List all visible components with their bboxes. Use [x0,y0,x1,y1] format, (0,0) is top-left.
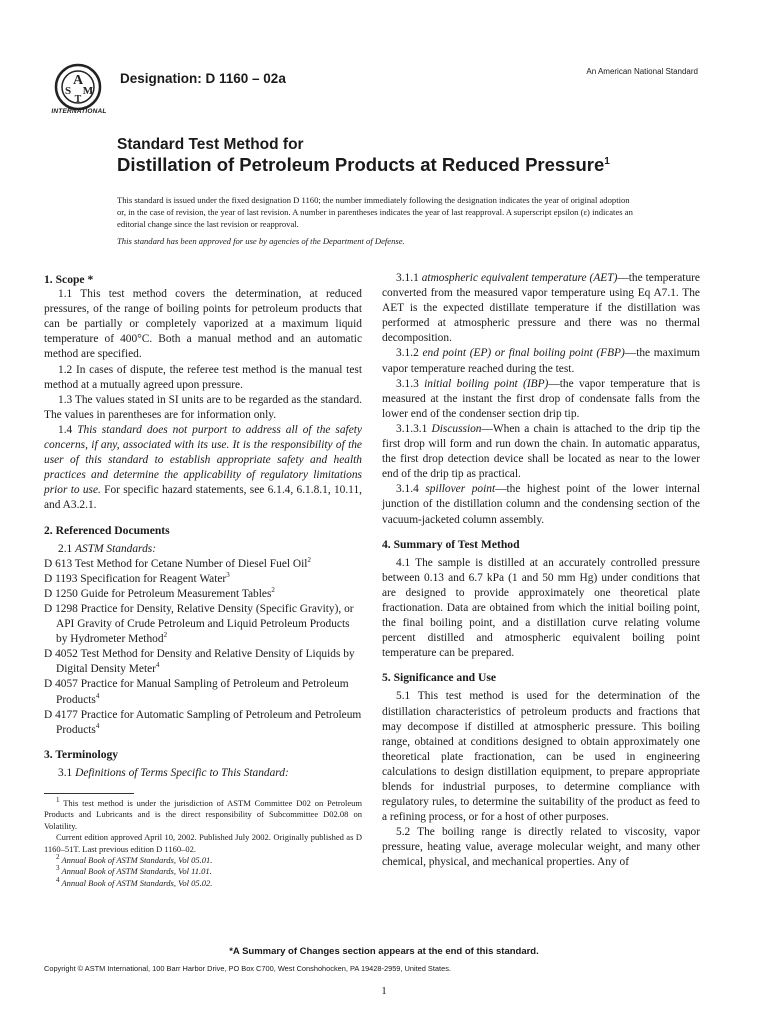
reference-item: D 4057 Practice for Manual Sampling of Petroleum and Petroleum Products$^4$ [44,678,349,706]
page-number: 1 [381,985,387,997]
definition-3-1-4: 3.1.4 spillover point—the highest point of the lower internal junction of the distillation column and the condensing section of the vacuum-jacketed column assembly. [382,483,701,526]
definition-3-1-2: 3.1.2 end point (EP) or final boiling point (FBP)—the maximum vapor temperature reached during the test. [382,347,700,375]
svg-text:T: T [74,94,82,105]
paragraph-5-1: 5.1 This test method is used for the determination of the distillation characteristics of petroleum products and fractions that may decompose if distilled at atmospheric pressure. This boiling range, obtained at conditions designed to obtain approximately one theoretical plate fractionation, can be used in engineering calculations to design distillation equipment, to prepare appropriate blends for industrial purposes, to determine compliance with regulatory rules, to determine the suitability of the product as feed to a refining process, or for a host of other purposes. [382,690,700,824]
reference-item: D 613 Test Method for Cetane Number of Diesel Fuel Oil$^2$ [44,555,311,570]
summary-of-changes-note: *A Summary of Changes section appears at the end of this standard. [229,946,539,957]
reference-item: D 1250 Guide for Petroleum Measurement Tables$^2$ [44,586,275,600]
paragraph-1-2: 1.2 In cases of dispute, the referee test method is the manual test method at a mutually agreed upon pressure. [44,363,362,391]
svg-text:S: S [64,85,72,97]
paragraph-5-2: 5.2 The boiling range is directly related to viscosity, vapor pressure, heating value, average molecular weight, and many other chemical, physical, and mechanical properties. Any of [382,826,700,869]
footnotes [44,793,362,889]
copyright-line: Copyright © ASTM International, 100 Barr Harbor Drive, PO Box C700, West Conshohocken, PA 19428-2959, United States. [44,964,451,973]
standard-type: An American National Standard [586,67,698,76]
right-column [382,271,700,871]
section-heading-references: 2. Referenced Documents [44,523,170,537]
footnote-rule [44,793,134,794]
reference-item: D 4052 Test Method for Density and Relative Density of Liquids by Digital Density Meter$^4$ [44,648,355,676]
definition-3-1-3-1: 3.1.3.1 Discussion—When a chain is attached to the drip tip the first drop will form and run down the chain. In automatic apparatus, the first drop detection device shall be located as near to the lower end of the drip tip as practical. [382,422,700,481]
paragraph-1-1: 1.1 This test method covers the determination, at reduced pressures, of the range of boiling points for petroleum products that can be partially or completely vaporized at a maximum liquid temperature of 400°C. Both a manual method and an automatic method are specified. [44,288,362,361]
reference-list [44,557,362,738]
approval-note: This standard has been approved for use by agencies of the Department of Defense. [117,236,405,246]
definition-3-1-3: 3.1.3 initial boiling point (IBP)—the vapor temperature that is measured at the instant the first drop of condensate falls from the lower end of the condenser section drip tip. [382,377,700,420]
section-heading-significance: 5. Significance and Use [382,671,497,685]
footnote-1-edition: Current edition approved April 10, 2002. Published July 2002. Originally published as D 1160–51T. Last previous edition D 1160–02. [44,832,362,854]
left-column [44,272,362,781]
footnote-4: $^4$ Annual Book of ASTM Standards, Vol 05.02. [56,876,213,888]
definition-3-1-1: 3.1.1 atmospheric equivalent temperature (AET)—the temperature converted from the measured vapor temperature using Eq A7.1. The AET is the expected distillate temperature if the distillation was performed at atmospheric pressure and there was no thermal decomposition. [382,272,700,345]
paragraph-2-1: 2.1 ASTM Standards: [58,542,156,555]
section-heading-scope: 1. Scope * [44,273,94,286]
footnote-1: $^1$ This test method is under the jurisdiction of ASTM Committee D02 on Petroleum Products and Lubricants and is the direct responsibility of Subcommittee D02.08 on Volatility. [44,796,362,831]
title-footnote-mark: 1 [604,155,610,167]
document-title: Distillation of Petroleum Products at Reduced Pressure$^1$ [117,154,610,175]
paragraph-4-1: 4.1 The sample is distilled at an accurately controlled pressure between 0.13 and 6.7 kPa (1 and 50 mm Hg) under conditions that are designed to provide approximately one theoretical plate fractionation. Data are obtained from which the initial boiling point, the final boiling point, and a distillation curve relating volume percent distilled and atmospheric equivalent boiling point temperature can be prepared. [382,556,700,660]
reference-item: D 1193 Specification for Reagent Water$^3$ [44,570,230,585]
section-heading-terminology: 3. Terminology [44,747,119,761]
paragraph-1-4: 1.4 This standard does not purport to address all of the safety concerns, if any, associated with its use. It is the responsibility of the user of this standard to establish appropriate safety and health practices and determine the applicability of regulatory limitations prior to use. For specific hazard statements, see 6.1.4, 6.1.8.1, 10.11, and A3.2.1. [44,423,363,512]
svg-text:A: A [72,73,84,88]
reference-item: D 1298 Practice for Density, Relative Density (Specific Gravity), or API Gravity of Crude Petroleum and Liquid Petroleum Products by Hydrometer Method$^2$ [44,602,354,646]
footnote-2: $^2$ Annual Book of ASTM Standards, Vol 05.01. [56,853,213,866]
document-subtitle: Standard Test Method for [117,136,304,153]
footnote-3: $^3$ Annual Book of ASTM Standards, Vol 11.01. [56,864,212,877]
intro-paragraph: This standard is issued under the fixed designation D 1160; the number immediately following the designation indicates the year of original adoption or, in the case of revision, the year of last revision. A number in parentheses indicates the year of last reapproval. A superscript epsilon (ε) indicates an editorial change since the last revision or reapproval. [117,195,633,229]
paragraph-1-3: 1.3 The values stated in SI units are to be regarded as the standard. The values in parentheses are for information only. [44,393,362,421]
reference-item: D 4177 Practice for Automatic Sampling of Petroleum and Petroleum Products$^4$ [44,708,362,736]
designation: Designation: D 1160 – 02a [120,71,286,86]
paragraph-3-1: 3.1 Definitions of Terms Specific to This Standard: [58,766,289,779]
section-heading-summary: 4. Summary of Test Method [382,537,520,551]
svg-text:M: M [82,85,94,97]
logo-caption: INTERNATIONAL [51,108,107,115]
